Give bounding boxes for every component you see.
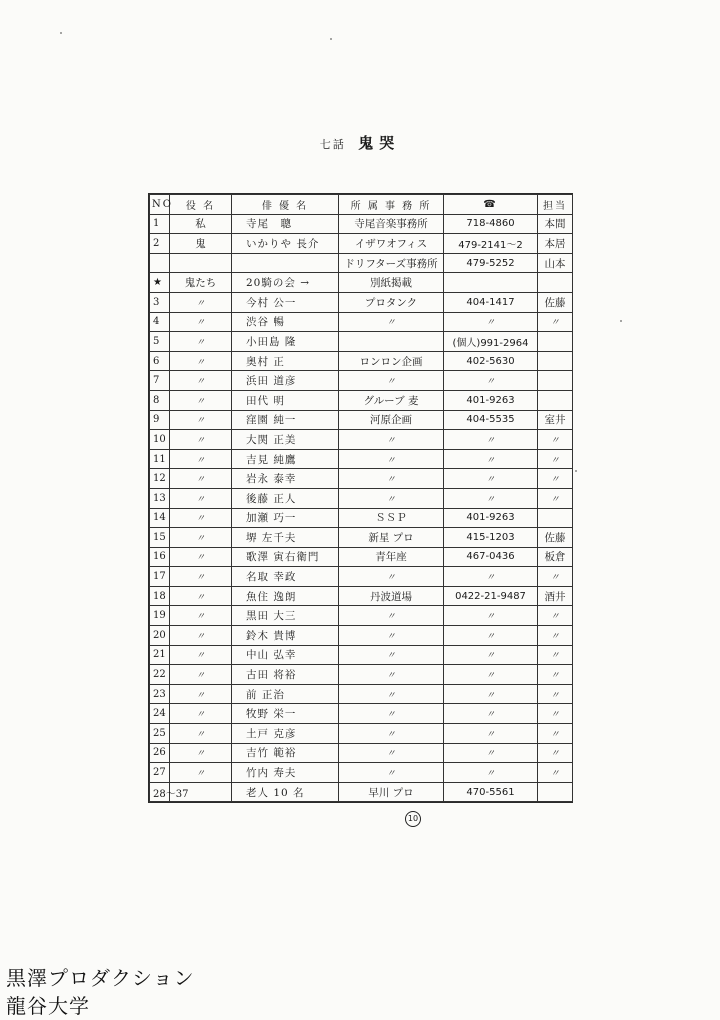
- table-row: [150, 488, 573, 508]
- cell-actor: 小田島 隆: [232, 332, 339, 352]
- cell-staff: [538, 351, 573, 371]
- table-row: [150, 449, 573, 469]
- cell-role: 〃: [170, 332, 232, 352]
- cell-role: 〃: [170, 469, 232, 489]
- cell-staff: 山本: [538, 253, 573, 273]
- cell-agency: 〃: [339, 567, 444, 587]
- cell-phone: 〃: [444, 312, 538, 332]
- cell-agency: 〃: [339, 626, 444, 646]
- cell-phone: 〃: [444, 724, 538, 744]
- cell-phone: 〃: [444, 743, 538, 763]
- table-row: [150, 567, 573, 587]
- cell-actor: 歌澤 寅右衛門: [232, 547, 339, 567]
- table-row: [150, 312, 573, 332]
- cell-role: 〃: [170, 547, 232, 567]
- cell-staff: 〃: [538, 743, 573, 763]
- page-title: [0, 132, 720, 153]
- cell-agency: 〃: [339, 684, 444, 704]
- cell-staff: [538, 371, 573, 391]
- cell-actor: 田代 明: [232, 390, 339, 410]
- cell-no: 14: [150, 508, 170, 528]
- cell-role: 〃: [170, 606, 232, 626]
- cell-staff: 〃: [538, 763, 573, 783]
- cell-actor: 古田 将裕: [232, 665, 339, 685]
- cell-no: 15: [150, 528, 170, 548]
- cell-role: 鬼: [170, 234, 232, 254]
- cell-phone: 〃: [444, 645, 538, 665]
- cell-role: 〃: [170, 763, 232, 783]
- cell-actor: 竹内 寿夫: [232, 763, 339, 783]
- cell-agency: 〃: [339, 312, 444, 332]
- table-row: [150, 371, 573, 391]
- cell-no: 24: [150, 704, 170, 724]
- cell-role: 〃: [170, 626, 232, 646]
- cell-staff: 〃: [538, 724, 573, 744]
- cell-staff: 酒井: [538, 586, 573, 606]
- cell-phone: 479-5252: [444, 253, 538, 273]
- cell-actor: 老人 10 名: [232, 782, 339, 802]
- cell-phone: 470-5561: [444, 782, 538, 802]
- table-row: [150, 724, 573, 744]
- cell-actor: 魚住 逸朗: [232, 586, 339, 606]
- cell-staff: 室井: [538, 410, 573, 430]
- cell-agency: 〃: [339, 743, 444, 763]
- table-row: [150, 469, 573, 489]
- cell-actor: 黒田 大三: [232, 606, 339, 626]
- cell-staff: 〃: [538, 665, 573, 685]
- cell-phone: 0422-21-9487: [444, 586, 538, 606]
- cell-phone: 404-1417: [444, 292, 538, 312]
- cell-actor: 吉竹 範裕: [232, 743, 339, 763]
- cell-actor: 渋谷 暢: [232, 312, 339, 332]
- episode-name: 鬼哭: [358, 134, 401, 152]
- cell-role: 〃: [170, 743, 232, 763]
- cell-role: 鬼たち: [170, 273, 232, 293]
- header-staff: 担当: [538, 195, 573, 215]
- cell-role: 〃: [170, 508, 232, 528]
- cell-actor: 岩永 泰幸: [232, 469, 339, 489]
- cell-agency: 〃: [339, 606, 444, 626]
- cell-no: 6: [150, 351, 170, 371]
- table-row: [150, 292, 573, 312]
- cell-staff: [538, 332, 573, 352]
- table-row: [150, 390, 573, 410]
- cell-role: 〃: [170, 704, 232, 724]
- cell-phone: 〃: [444, 430, 538, 450]
- cell-agency: 寺尾音楽事務所: [339, 214, 444, 234]
- table-row: [150, 586, 573, 606]
- cell-role: 〃: [170, 567, 232, 587]
- cell-no: 21: [150, 645, 170, 665]
- cell-staff: 〃: [538, 488, 573, 508]
- header-no: NO: [150, 195, 170, 215]
- cell-agency: ドリフターズ事務所: [339, 253, 444, 273]
- cell-agency: 〃: [339, 645, 444, 665]
- table-row: [150, 665, 573, 685]
- cell-actor: 大関 正美: [232, 430, 339, 450]
- cell-no: 13: [150, 488, 170, 508]
- cell-actor: 今村 公一: [232, 292, 339, 312]
- table-row: [150, 606, 573, 626]
- cell-agency: 河原企画: [339, 410, 444, 430]
- table-row: [150, 626, 573, 646]
- table-row: [150, 782, 573, 802]
- cell-actor: 後藤 正人: [232, 488, 339, 508]
- table-row: [150, 763, 573, 783]
- cell-actor: 窪園 純一: [232, 410, 339, 430]
- table-row: [150, 508, 573, 528]
- cell-actor: 前 正治: [232, 684, 339, 704]
- cell-agency: 丹波道場: [339, 586, 444, 606]
- table-row: [150, 351, 573, 371]
- cell-staff: 本間: [538, 214, 573, 234]
- cell-phone: 〃: [444, 469, 538, 489]
- cell-phone: (個人)991-2964: [444, 332, 538, 352]
- cell-no: ★: [150, 273, 170, 293]
- cell-no: 12: [150, 469, 170, 489]
- cell-staff: 〃: [538, 645, 573, 665]
- cell-agency: 〃: [339, 488, 444, 508]
- cell-phone: 402-5630: [444, 351, 538, 371]
- paper-speck: [60, 32, 62, 34]
- cell-staff: 〃: [538, 469, 573, 489]
- cell-phone: 479-2141～2: [444, 234, 538, 254]
- page-number: 10: [405, 811, 421, 827]
- cell-agency: ＳＳＰ: [339, 508, 444, 528]
- cell-actor: 20騎の会 →: [232, 273, 339, 293]
- cell-no: 2: [150, 234, 170, 254]
- cell-role: 私: [170, 214, 232, 234]
- cell-role: 〃: [170, 312, 232, 332]
- cell-actor: 名取 幸政: [232, 567, 339, 587]
- cell-role: 〃: [170, 410, 232, 430]
- paper-speck: [620, 320, 622, 322]
- cell-no: 23: [150, 684, 170, 704]
- cell-no: 20: [150, 626, 170, 646]
- table-row: [150, 528, 573, 548]
- cell-agency: 〃: [339, 371, 444, 391]
- cell-no: 11: [150, 449, 170, 469]
- cell-agency: 〃: [339, 704, 444, 724]
- cell-no: 19: [150, 606, 170, 626]
- cell-role: 〃: [170, 586, 232, 606]
- cell-role: 〃: [170, 449, 232, 469]
- cell-phone: 415-1203: [444, 528, 538, 548]
- table-row: [150, 273, 573, 293]
- phone-icon: ☎: [444, 195, 538, 215]
- cell-phone: 〃: [444, 567, 538, 587]
- cell-phone: 〃: [444, 488, 538, 508]
- cell-no: 5: [150, 332, 170, 352]
- cell-agency: プロタンク: [339, 292, 444, 312]
- cell-actor: 牧野 栄一: [232, 704, 339, 724]
- cell-no: 18: [150, 586, 170, 606]
- cell-staff: 〃: [538, 312, 573, 332]
- cell-phone: 〃: [444, 665, 538, 685]
- cell-actor: 土戸 克彦: [232, 724, 339, 744]
- cell-agency: [339, 332, 444, 352]
- cell-agency: 〃: [339, 469, 444, 489]
- cell-actor: 中山 弘幸: [232, 645, 339, 665]
- cell-agency: 新星 プロ: [339, 528, 444, 548]
- cell-phone: 718-4860: [444, 214, 538, 234]
- table-row: [150, 430, 573, 450]
- cell-actor: 浜田 道彦: [232, 371, 339, 391]
- cell-actor: 加瀬 巧一: [232, 508, 339, 528]
- cell-staff: 〃: [538, 684, 573, 704]
- cell-phone: [444, 273, 538, 293]
- cell-staff: 佐藤: [538, 292, 573, 312]
- cell-agency: 早川 プロ: [339, 782, 444, 802]
- table-row: [150, 547, 573, 567]
- cell-staff: 板倉: [538, 547, 573, 567]
- cell-agency: イザワオフィス: [339, 234, 444, 254]
- paper-speck: [575, 470, 577, 472]
- cell-no: 26: [150, 743, 170, 763]
- cell-agency: 青年座: [339, 547, 444, 567]
- cell-phone: 〃: [444, 684, 538, 704]
- cell-staff: 〃: [538, 567, 573, 587]
- cell-role: 〃: [170, 351, 232, 371]
- cell-no: 25: [150, 724, 170, 744]
- cell-no: 28～37: [150, 782, 170, 802]
- table-row: [150, 332, 573, 352]
- header-actor: 俳 優 名: [232, 195, 339, 215]
- cell-agency: 〃: [339, 449, 444, 469]
- cell-no: 10: [150, 430, 170, 450]
- cell-phone: 401-9263: [444, 508, 538, 528]
- cell-staff: 〃: [538, 430, 573, 450]
- cell-phone: 〃: [444, 763, 538, 783]
- cell-phone: 401-9263: [444, 390, 538, 410]
- cell-no: [150, 253, 170, 273]
- cell-role: 〃: [170, 430, 232, 450]
- cell-role: 〃: [170, 724, 232, 744]
- cell-role: 〃: [170, 645, 232, 665]
- cell-actor: 堺 左千夫: [232, 528, 339, 548]
- cell-agency: 別紙掲載: [339, 273, 444, 293]
- table-row: [150, 410, 573, 430]
- cell-actor: [232, 253, 339, 273]
- cell-actor: 鈴木 貴博: [232, 626, 339, 646]
- table-row: [150, 743, 573, 763]
- table-row: [150, 684, 573, 704]
- cell-agency: グルーブ 麦: [339, 390, 444, 410]
- table-row: [150, 645, 573, 665]
- cell-actor: 吉見 純鷹: [232, 449, 339, 469]
- cell-role: 〃: [170, 371, 232, 391]
- cell-role: 〃: [170, 488, 232, 508]
- cell-staff: [538, 782, 573, 802]
- cell-agency: ロンロン企画: [339, 351, 444, 371]
- cell-phone: 〃: [444, 704, 538, 724]
- table-row: [150, 253, 573, 273]
- cell-no: 4: [150, 312, 170, 332]
- cell-phone: 〃: [444, 371, 538, 391]
- header-agency: 所 属 事 務 所: [339, 195, 444, 215]
- credit-university: 龍谷大学: [6, 990, 90, 1019]
- cell-staff: [538, 508, 573, 528]
- cell-staff: 〃: [538, 704, 573, 724]
- table-row: [150, 214, 573, 234]
- cell-phone: 〃: [444, 606, 538, 626]
- header-role: 役 名: [170, 195, 232, 215]
- cell-phone: 467-0436: [444, 547, 538, 567]
- cell-no: 27: [150, 763, 170, 783]
- cell-no: 17: [150, 567, 170, 587]
- cell-actor: いかりや 長介: [232, 234, 339, 254]
- cell-no: 7: [150, 371, 170, 391]
- cell-actor: 奥村 正: [232, 351, 339, 371]
- cell-no: 16: [150, 547, 170, 567]
- cell-role: 〃: [170, 665, 232, 685]
- cell-role: 〃: [170, 528, 232, 548]
- cell-no: 9: [150, 410, 170, 430]
- cell-phone: 〃: [444, 626, 538, 646]
- cast-table: [148, 193, 573, 803]
- cell-no: 8: [150, 390, 170, 410]
- cell-agency: 〃: [339, 665, 444, 685]
- cell-no: 3: [150, 292, 170, 312]
- cell-staff: 〃: [538, 606, 573, 626]
- cell-role: [170, 253, 232, 273]
- cell-staff: [538, 273, 573, 293]
- cell-actor: 寺尾 聰: [232, 214, 339, 234]
- cell-staff: [538, 390, 573, 410]
- cell-agency: 〃: [339, 724, 444, 744]
- cell-phone: 〃: [444, 449, 538, 469]
- cell-staff: 佐藤: [538, 528, 573, 548]
- table-row: [150, 704, 573, 724]
- cell-no: 1: [150, 214, 170, 234]
- cell-staff: 〃: [538, 449, 573, 469]
- cell-role: 〃: [170, 292, 232, 312]
- table-row: [150, 234, 573, 254]
- cell-agency: 〃: [339, 763, 444, 783]
- cell-role: 〃: [170, 390, 232, 410]
- cell-agency: 〃: [339, 430, 444, 450]
- episode-label: 七話: [319, 138, 346, 151]
- cell-staff: 本居: [538, 234, 573, 254]
- credit-production: 黒澤プロダクション: [6, 962, 195, 991]
- table-header-row: [150, 195, 573, 215]
- paper-speck: [330, 38, 332, 40]
- cell-role: 〃: [170, 684, 232, 704]
- cell-staff: 〃: [538, 626, 573, 646]
- cell-no: 22: [150, 665, 170, 685]
- cell-phone: 404-5535: [444, 410, 538, 430]
